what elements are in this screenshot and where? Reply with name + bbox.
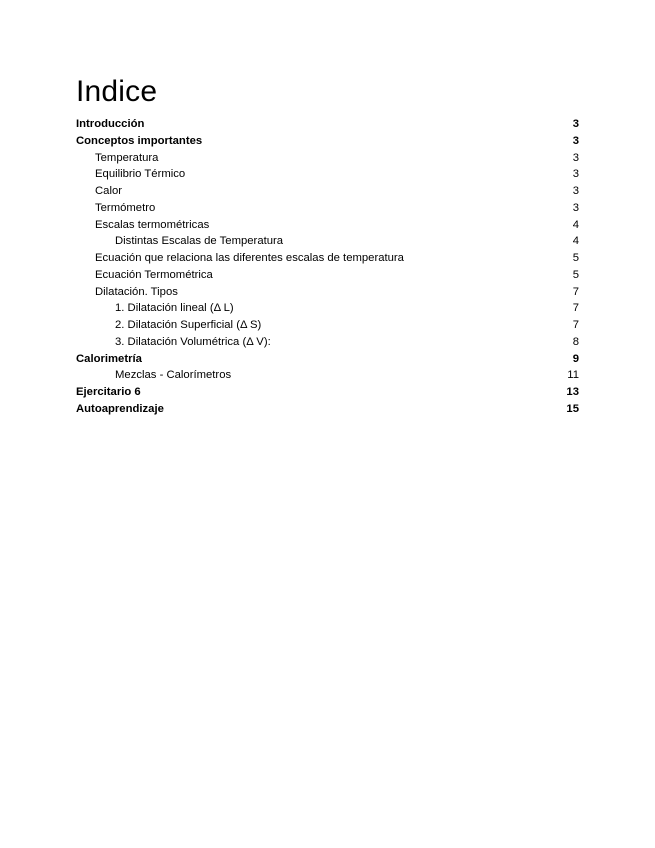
toc-entry-ecuacion-escalas[interactable] — [76, 250, 579, 267]
toc-entry-distintas-escalas[interactable] — [76, 233, 579, 250]
toc-entry-label: Dilatación. Tipos — [95, 285, 178, 298]
toc-entry-label: Autoaprendizaje — [76, 402, 164, 415]
toc-entry-dilatacion-lineal[interactable] — [76, 300, 579, 317]
toc-entry-page-number: 3 — [572, 151, 579, 164]
toc-entry-label: Temperatura — [95, 151, 159, 164]
toc-entry-label: 1. Dilatación lineal (Δ L) — [115, 302, 234, 315]
toc-entry-label: Termómetro — [95, 201, 156, 214]
toc-entry-page-number: 3 — [572, 168, 579, 181]
toc-entry-introduccion[interactable] — [76, 116, 579, 133]
toc-entry-autoaprendizaje[interactable] — [76, 401, 579, 418]
toc-entry-page-number: 3 — [572, 118, 579, 130]
page-title: Indice — [76, 75, 158, 108]
toc-entry-label: Ejercitario 6 — [76, 386, 141, 398]
toc-entry-page-number: 3 — [572, 134, 579, 147]
toc-entry-page-number: 4 — [572, 218, 579, 231]
toc-entry-calor[interactable] — [76, 183, 579, 200]
table-of-contents — [76, 116, 579, 418]
toc-entry-dilatacion-volumetrica[interactable] — [76, 334, 579, 351]
toc-entry-page-number: 7 — [572, 302, 579, 315]
toc-entry-dilatacion-superficial[interactable] — [76, 317, 579, 334]
toc-entry-termometro[interactable] — [76, 200, 579, 217]
toc-entry-label: Calorimetría — [76, 352, 142, 365]
toc-entry-label: Introducción — [76, 118, 145, 130]
toc-entry-escalas-termometricas[interactable] — [76, 217, 579, 234]
toc-entry-label: Conceptos importantes — [76, 134, 203, 147]
toc-entry-conceptos-importantes[interactable] — [76, 133, 579, 150]
toc-entry-label: Equilibrio Térmico — [95, 168, 186, 181]
toc-entry-page-number: 11 — [567, 369, 579, 382]
toc-entry-ejercitario-6[interactable] — [76, 384, 579, 401]
toc-entry-mezclas-calorimetros[interactable] — [76, 367, 579, 384]
toc-entry-label: Mezclas - Calorímetros — [115, 369, 232, 382]
toc-entry-equilibrio-termico[interactable] — [76, 166, 579, 183]
toc-entry-page-number: 7 — [572, 319, 579, 331]
toc-entry-page-number: 7 — [572, 285, 579, 298]
toc-entry-page-number: 3 — [572, 185, 579, 197]
toc-entry-dilatacion-tipos[interactable] — [76, 284, 579, 301]
toc-entry-page-number: 5 — [572, 268, 579, 281]
toc-entry-page-number: 8 — [572, 335, 579, 348]
toc-entry-label: Distintas Escalas de Temperatura — [115, 235, 284, 248]
toc-entry-label: Ecuación Termométrica — [95, 268, 213, 281]
toc-entry-temperatura[interactable] — [76, 150, 579, 167]
toc-entry-page-number: 3 — [572, 201, 579, 214]
toc-entry-page-number: 15 — [566, 402, 579, 415]
toc-entry-label: Escalas termométricas — [95, 218, 210, 231]
toc-entry-label: Calor — [95, 185, 122, 197]
toc-entry-ecuacion-termometrica[interactable] — [76, 267, 579, 284]
toc-entry-page-number: 5 — [572, 252, 579, 264]
toc-entry-page-number: 13 — [566, 386, 579, 398]
toc-entry-page-number: 9 — [572, 352, 579, 365]
toc-entry-page-number: 4 — [572, 235, 579, 248]
toc-entry-label: 2. Dilatación Superficial (Δ S) — [115, 319, 262, 331]
toc-entry-label: 3. Dilatación Volumétrica (Δ V): — [115, 335, 271, 348]
toc-entry-label: Ecuación que relaciona las diferentes escalas de temperatura — [95, 252, 404, 264]
toc-entry-calorimetria[interactable] — [76, 351, 579, 368]
